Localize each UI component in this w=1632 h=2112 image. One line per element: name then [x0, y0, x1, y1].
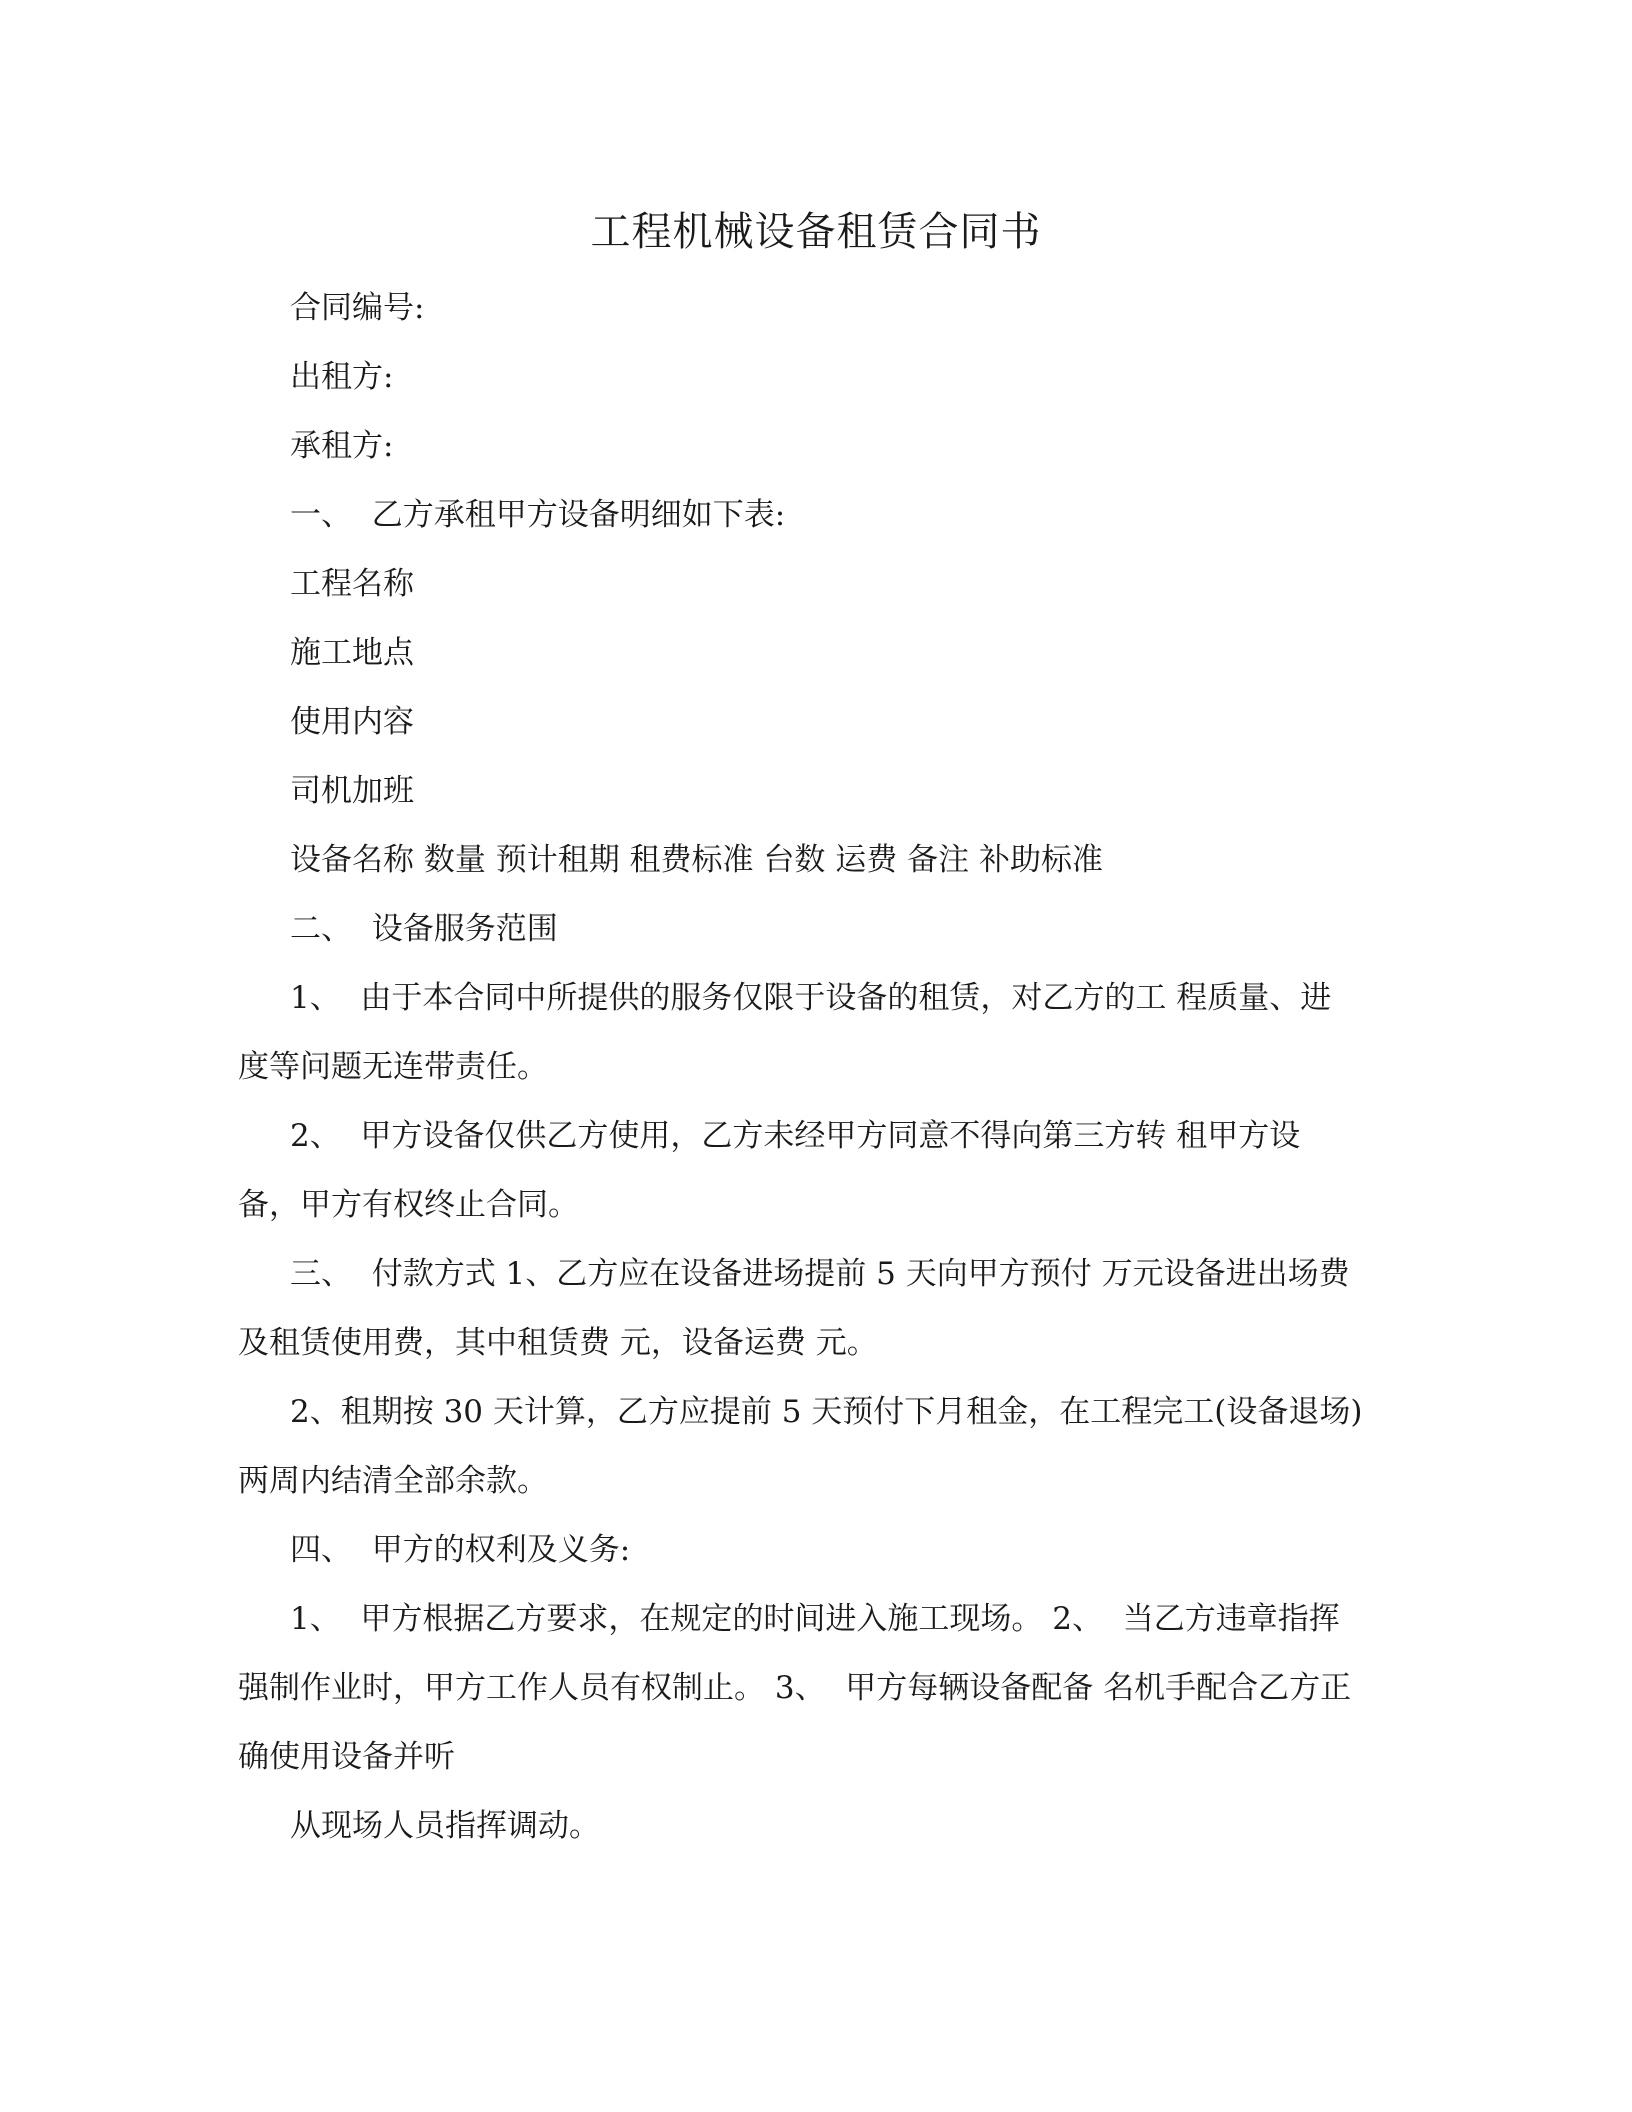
field-usage-content: 使用内容 [290, 704, 414, 740]
paragraph-line: 备，甲方有权终止合同。 [238, 1187, 579, 1223]
field-project-name: 工程名称 [290, 566, 414, 602]
lessor-label: 出租方: [290, 359, 394, 395]
field-site-location: 施工地点 [290, 635, 414, 671]
contract-number-label: 合同编号: [290, 290, 425, 326]
lessee-label: 承租方: [290, 428, 394, 464]
paragraph-line: 从现场人员指挥调动。 [290, 1808, 600, 1844]
paragraph-line: 1、 由于本合同中所提供的服务仅限于设备的租赁，对乙方的工 程质量、进 [290, 980, 1332, 1016]
field-driver-overtime: 司机加班 [290, 773, 414, 809]
paragraph-line: 强制作业时，甲方工作人员有权制止。 3、 甲方每辆设备配备 名机手配合乙方正 [238, 1670, 1352, 1706]
paragraph-line: 确使用设备并听 [238, 1739, 455, 1775]
equipment-table-header: 设备名称 数量 预计租期 租费标准 台数 运费 备注 补助标准 [290, 842, 1103, 878]
document-title: 工程机械设备租赁合同书 [590, 209, 1042, 255]
paragraph-line: 两周内结清全部余款。 [238, 1463, 548, 1499]
section-1-heading: 一、 乙方承租甲方设备明细如下表: [290, 497, 786, 533]
paragraph-line: 2、 甲方设备仅供乙方使用，乙方未经甲方同意不得向第三方转 租甲方设 [290, 1118, 1301, 1154]
paragraph-line: 2、租期按 30 天计算，乙方应提前 5 天预付下月租金，在工程完工(设备退场) [290, 1394, 1363, 1430]
paragraph-line: 度等问题无连带责任。 [238, 1049, 548, 1085]
section-4-heading: 四、 甲方的权利及义务: [290, 1532, 631, 1568]
paragraph-line: 及租赁使用费，其中租赁费 元，设备运费 元。 [238, 1325, 878, 1361]
section-2-heading: 二、 设备服务范围 [290, 911, 558, 947]
paragraph-line: 1、 甲方根据乙方要求，在规定的时间进入施工现场。 2、 当乙方违章指挥 [290, 1601, 1340, 1637]
section-3-heading: 三、 付款方式 1、乙方应在设备进场提前 5 天向甲方预付 万元设备进出场费 [290, 1256, 1350, 1292]
